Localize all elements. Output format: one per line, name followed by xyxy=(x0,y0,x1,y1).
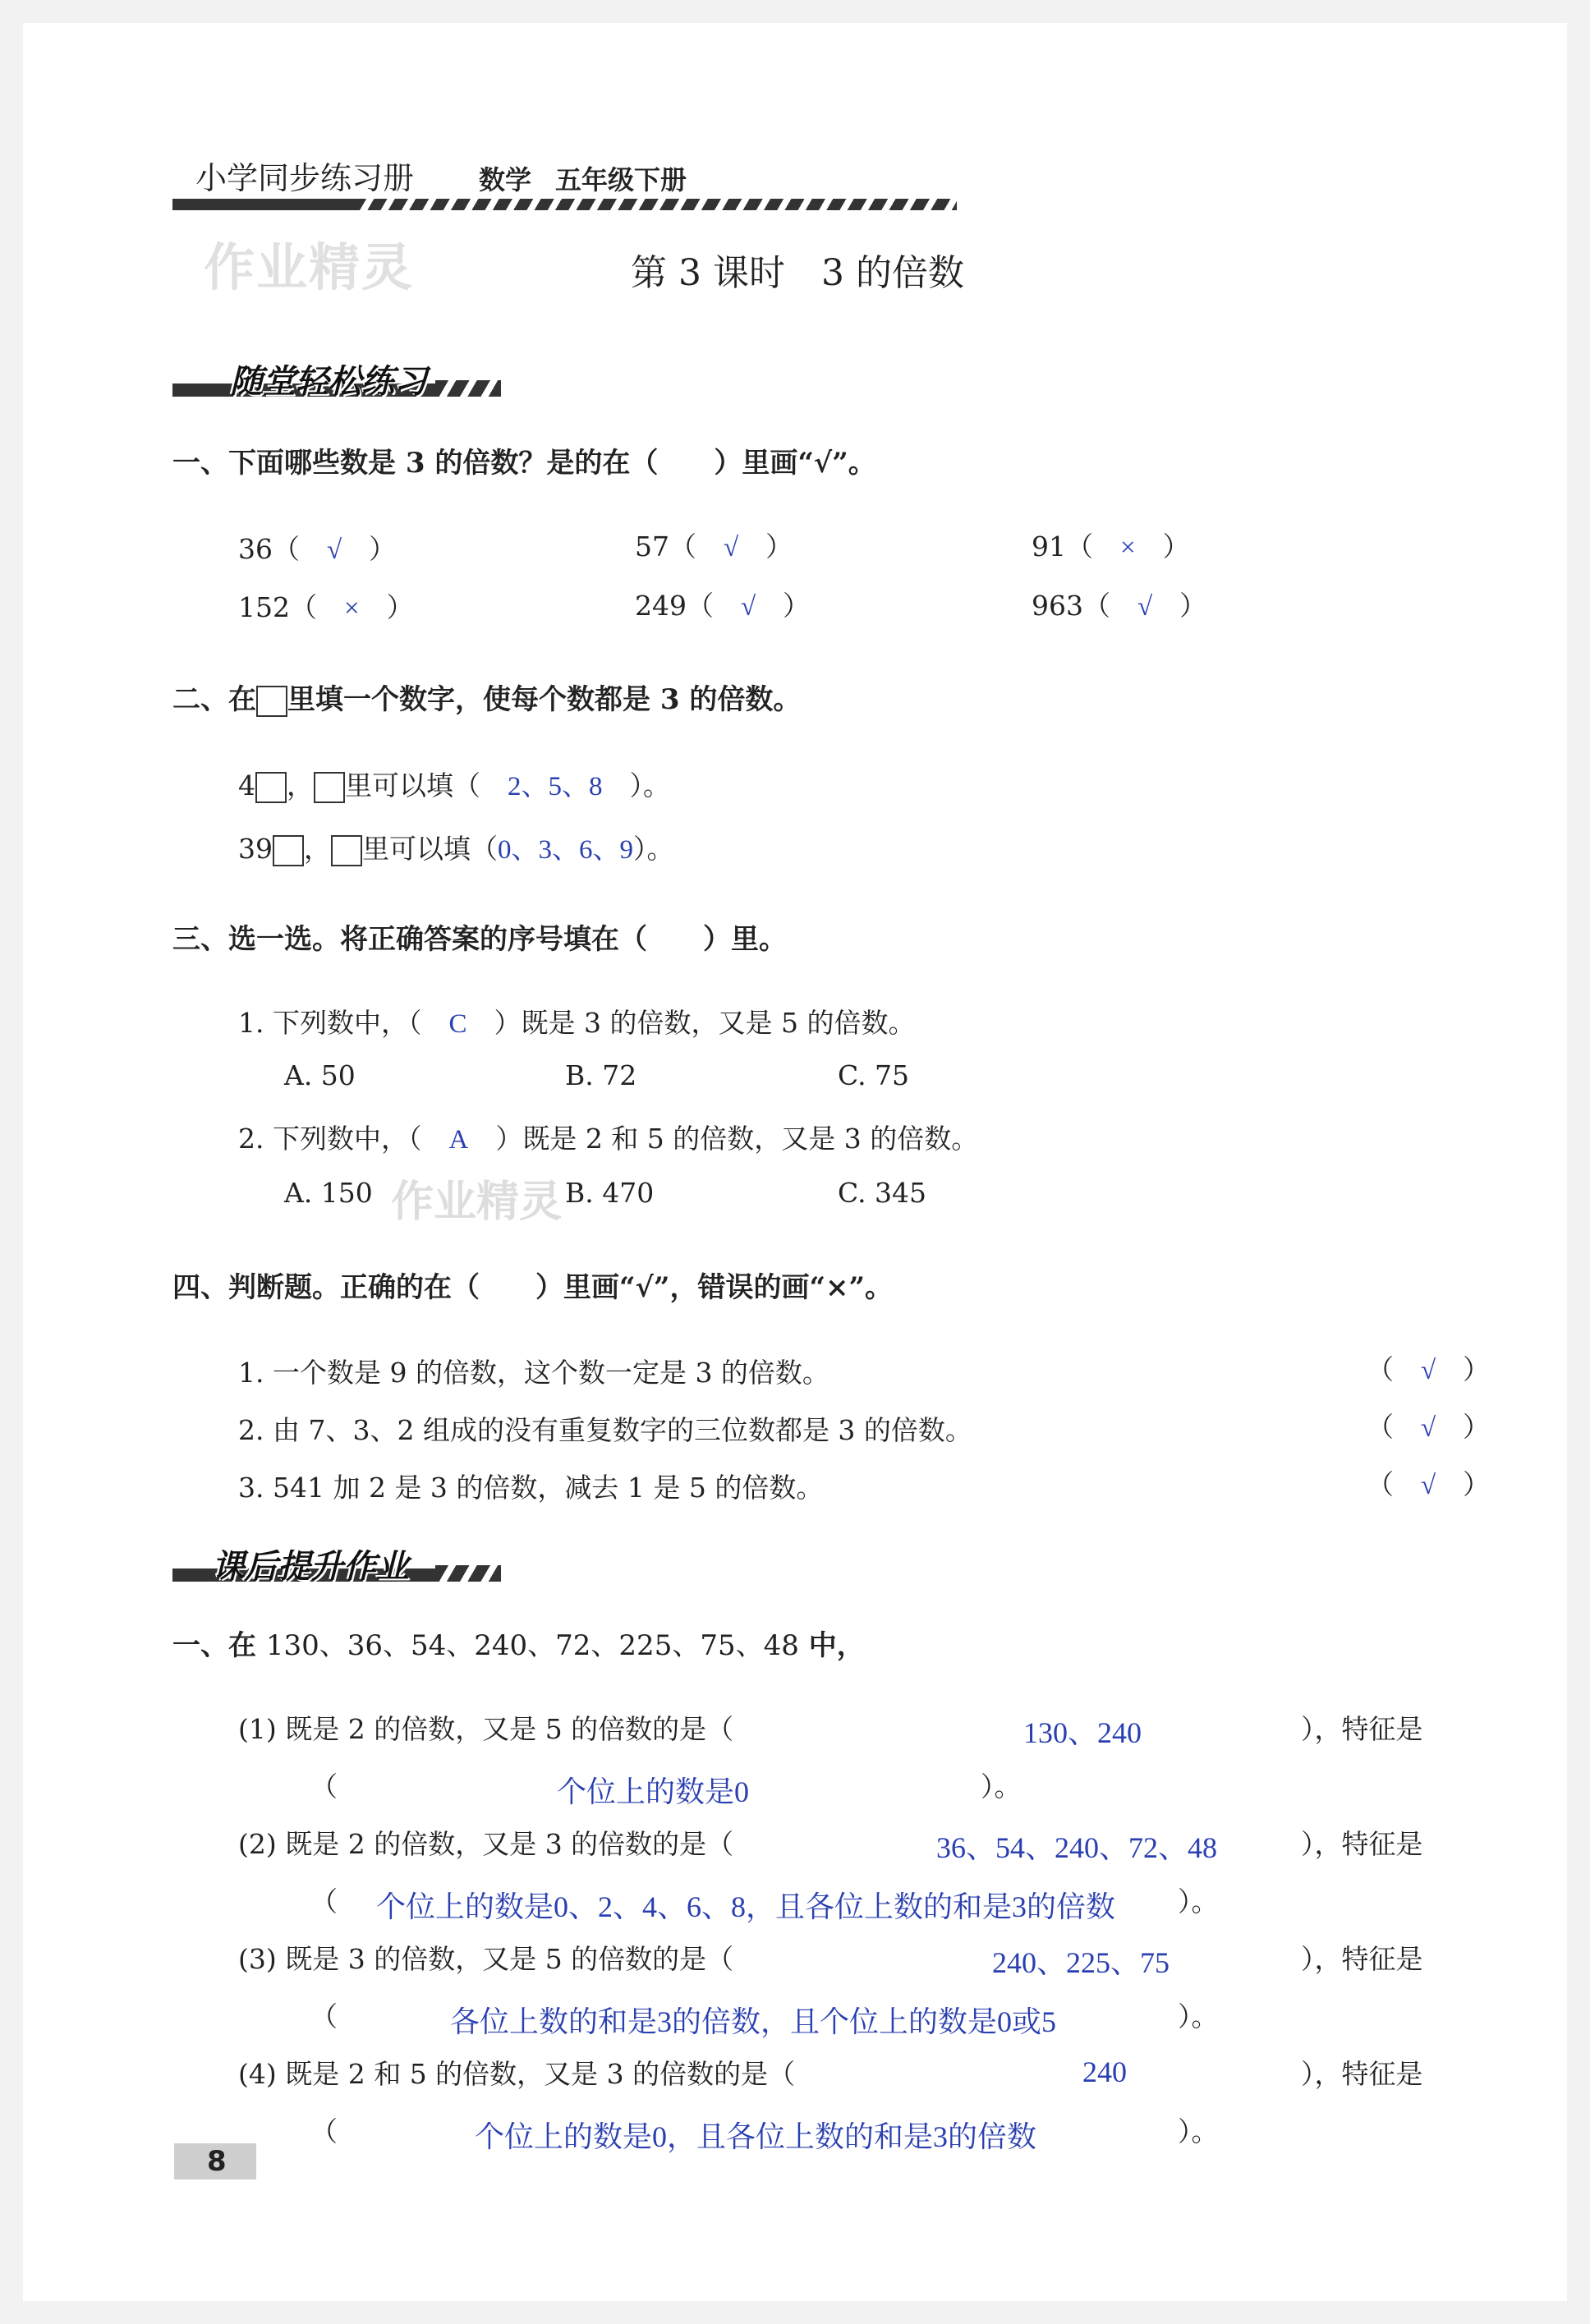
q3-sub2: 2. 下列数中，（ A ）既是 2 和 5 的倍数，又是 3 的倍数。 xyxy=(238,1123,979,1155)
q4-answer: （ √ ） xyxy=(1367,1411,1491,1443)
blank-box-icon xyxy=(331,835,362,866)
q2-line1: 4 ， 里可以填（ 2、5、8 ）。 xyxy=(238,769,670,801)
s2-item-answer: 240 xyxy=(1082,2055,1127,2088)
s2-item-feature-label: ），特征是 xyxy=(1301,1713,1423,1745)
q3-sub1: 1. 下列数中，（ C ）既是 3 的倍数，又是 5 的倍数。 xyxy=(238,1007,916,1039)
header-rule xyxy=(172,199,353,210)
s2-item-feature: 个位上的数是0，且各位上数的和是3的倍数 xyxy=(475,2120,1037,2153)
q4-answer: （ √ ） xyxy=(1367,1353,1491,1385)
s2-item-feature-label: ），特征是 xyxy=(1301,2058,1423,2090)
section2-banner xyxy=(172,1541,517,1590)
lesson-title: 第 3 课时 3 的倍数 xyxy=(631,252,964,294)
q4-prompt: 四、判断题。正确的在（ ）里画“√”，错误的画“×”。 xyxy=(172,1271,894,1304)
s2-item-answer: 240、225、75 xyxy=(992,1946,1170,1979)
q1-item: 57（ √ ） xyxy=(635,530,793,563)
q3-sub2-option: A. 150 xyxy=(284,1177,373,1209)
s2-item-feature-open: （ xyxy=(310,1885,338,1918)
q4-item: 3. 541 加 2 是 3 的倍数，减去 1 是 5 的倍数。 xyxy=(238,1472,824,1504)
s2-item-question: (4) 既是 2 和 5 的倍数，又是 3 的倍数的是（ xyxy=(238,2058,796,2090)
s2-item-question: (1) 既是 2 的倍数，又是 5 的倍数的是（ xyxy=(238,1713,734,1745)
blank-box-icon xyxy=(256,686,287,717)
s2-item-feature-close: ）。 xyxy=(1178,2000,1219,2032)
s2-item-feature-open: （ xyxy=(310,2000,338,2032)
s2-item-feature-open: （ xyxy=(310,1771,338,1803)
q4-answer: （ √ ） xyxy=(1367,1468,1491,1500)
blank-box-icon xyxy=(273,835,304,866)
s2-item-feature-open: （ xyxy=(310,2115,338,2147)
q3-sub1-option: C. 75 xyxy=(838,1059,910,1091)
q3-sub1-option: A. 50 xyxy=(284,1059,356,1091)
s2-item-feature: 各位上数的和是3的倍数，且个位上的数是0或5 xyxy=(450,2005,1057,2038)
s2-item-feature-close: ）。 xyxy=(1178,2115,1219,2147)
watermark-logo: 作业精灵 xyxy=(391,1178,563,1227)
s2-q1-prompt: 一、在 130、36、54、240、72、225、75、48 中， xyxy=(172,1629,865,1662)
q3-prompt: 三、选一选。将正确答案的序号填在（ ）里。 xyxy=(172,923,787,956)
s2-item-question: (3) 既是 3 的倍数，又是 5 的倍数的是（ xyxy=(238,1943,734,1975)
subject-label: 数学 xyxy=(479,164,532,195)
q1-item: 963（ √ ） xyxy=(1032,590,1207,622)
page-number: 8 xyxy=(207,2145,227,2178)
q2-prompt: 二、在 里填一个数字，使每个数都是 3 的倍数。 xyxy=(172,683,802,716)
q4-item: 1. 一个数是 9 的倍数，这个数一定是 3 的倍数。 xyxy=(238,1357,829,1389)
blank-box-icon xyxy=(255,772,287,803)
q1-prompt: 一、下面哪些数是 3 的倍数？是的在（ ）里画“√”。 xyxy=(172,447,876,480)
q1-item: 152（ × ） xyxy=(238,591,414,623)
s2-item-feature-close: ）。 xyxy=(1178,1885,1219,1918)
q3-sub1-option: B. 72 xyxy=(565,1059,637,1091)
q2-line2: 39 ， 里可以填（0、3、6、9）。 xyxy=(238,833,674,865)
q3-sub2-option: B. 470 xyxy=(565,1177,655,1209)
blank-box-icon xyxy=(314,772,345,803)
q3-sub2-option: C. 345 xyxy=(838,1177,927,1209)
s2-item-answer: 36、54、240、72、48 xyxy=(936,1831,1218,1864)
s2-item-answer: 130、240 xyxy=(1023,1716,1142,1749)
workbook-page xyxy=(23,23,1567,2301)
s2-item-feature-label: ），特征是 xyxy=(1301,1828,1423,1860)
q1-item: 91（ × ） xyxy=(1032,530,1190,563)
section2-title: 课后提升作业 xyxy=(212,1548,409,1586)
s2-item-feature-label: ），特征是 xyxy=(1301,1943,1423,1975)
s2-item-feature: 个位上的数是0 xyxy=(557,1775,750,1808)
s2-item-feature-close: ）。 xyxy=(981,1771,1022,1803)
section1-banner xyxy=(172,356,517,405)
q1-item: 36（ √ ） xyxy=(238,533,397,565)
q1-item: 249（ √ ） xyxy=(635,590,811,622)
book-title: 小学同步练习册 xyxy=(195,160,415,196)
header-stripe xyxy=(353,199,957,210)
section1-title: 随堂轻松练习 xyxy=(230,363,427,401)
s2-item-feature: 个位上的数是0、2、4、6、8，且各位上数的和是3的倍数 xyxy=(376,1890,1116,1923)
s2-item-question: (2) 既是 2 的倍数，又是 3 的倍数的是（ xyxy=(238,1828,734,1860)
watermark-logo: 作业精灵 xyxy=(204,237,415,297)
q4-item: 2. 由 7、3、2 组成的没有重复数字的三位数都是 3 的倍数。 xyxy=(238,1414,972,1446)
grade-label: 五年级下册 xyxy=(555,164,687,195)
